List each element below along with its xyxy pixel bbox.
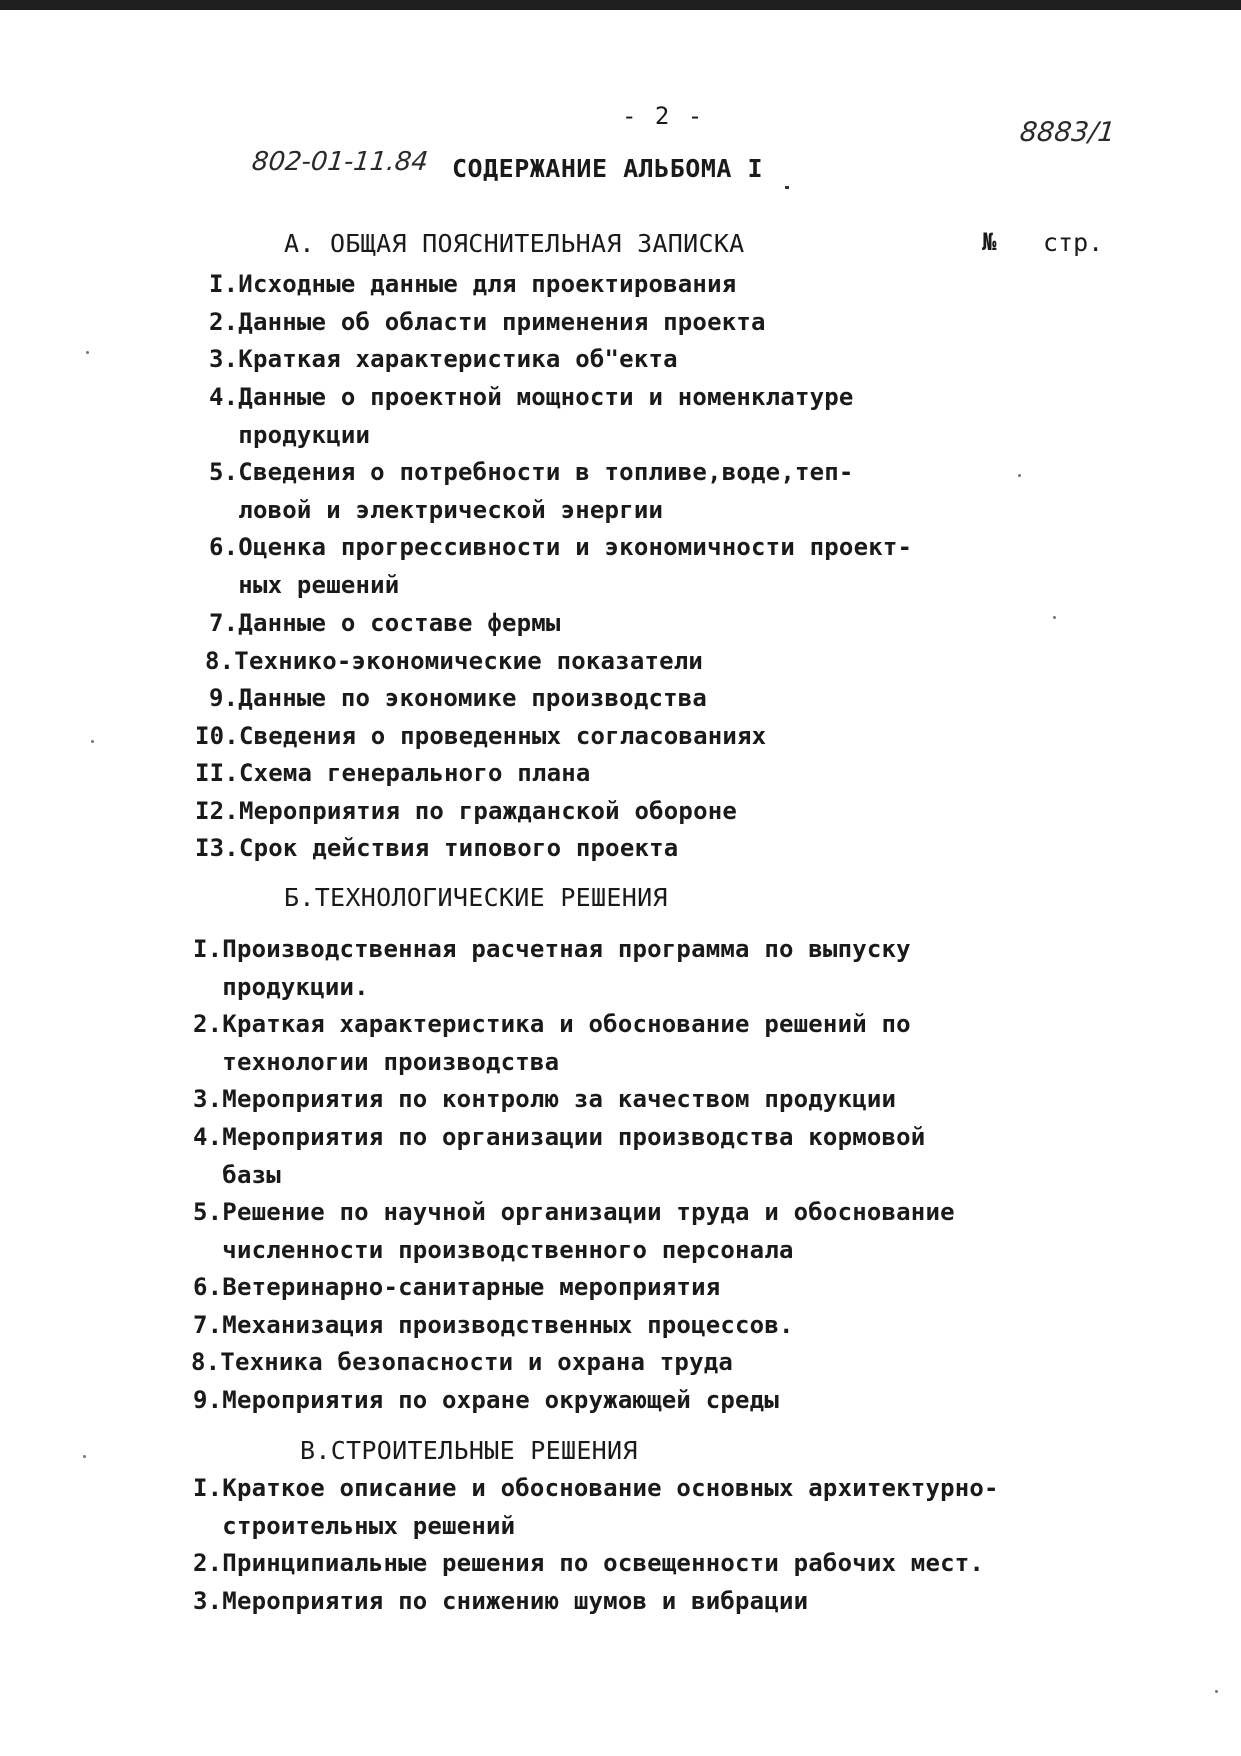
toc-item-a6: 6.Оценка прогрессивности и экономичности проект- ных решений: [209, 533, 913, 599]
toc-item-a12: I2.Мероприятия по гражданской обороне: [195, 797, 738, 825]
toc-item-v1: I.Краткое описание и обоснование основных архитектурно- строительных решений: [193, 1474, 999, 1540]
scan-speck: [86, 351, 89, 354]
toc-item-a10: I0.Сведения о проведенных согласованиях: [195, 722, 767, 750]
toc-item-a2: 2.Данные об области применения проекта: [209, 308, 766, 336]
section-title-a: А. ОБЩАЯ ПОЯСНИТЕЛЬНАЯ ЗАПИСКА: [284, 229, 745, 258]
scan-speck: [1215, 1690, 1218, 1693]
column-number-header: №: [982, 228, 997, 256]
toc-item-a13: I3.Срок действия типового проекта: [195, 834, 679, 862]
toc-item-a4: 4.Данные о проектной мощности и номенклатуре продукции: [209, 383, 854, 449]
toc-item-a3: 3.Краткая характеристика об"екта: [209, 345, 678, 373]
toc-item-b8: 8.Техника безопасности и охрана труда: [191, 1348, 734, 1376]
toc-item-v2: 2.Принципиальные решения по освещенности рабочих мест.: [193, 1549, 985, 1577]
column-page-header: стр.: [1043, 228, 1104, 257]
toc-item-b7: 7.Механизация производственных процессов.: [193, 1311, 794, 1339]
page-number: - 2 -: [622, 102, 705, 130]
toc-item-b3: 3.Мероприятия по контролю за качеством продукции: [193, 1085, 897, 1113]
toc-item-b6: 6.Ветеринарно-санитарные мероприятия: [193, 1273, 721, 1301]
scan-speck: [1053, 616, 1056, 619]
toc-item-a9: 9.Данные по экономике производства: [209, 684, 708, 712]
scan-speck: [91, 740, 94, 743]
section-title-b: Б.ТЕХНОЛОГИЧЕСКИЕ РЕШЕНИЯ: [284, 883, 668, 912]
inventory-number: 8883/1: [1018, 117, 1117, 148]
album-title: СОДЕРЖАНИЕ АЛЬБОМА I: [452, 154, 764, 183]
scan-speck: [1018, 474, 1021, 477]
toc-item-b9: 9.Мероприятия по охране окружающей среды: [193, 1386, 779, 1414]
toc-item-a1: I.Исходные данные для проектирования: [209, 270, 737, 298]
document-code: 802-01-11.84: [250, 147, 430, 177]
toc-item-b2: 2.Краткая характеристика и обоснование решений по технологии производства: [193, 1010, 911, 1076]
section-title-v: В.СТРОИТЕЛЬНЫЕ РЕШЕНИЯ: [300, 1436, 638, 1465]
top-border-line: [0, 0, 1241, 10]
scan-speck: [83, 1455, 86, 1458]
header-mark: [785, 186, 789, 189]
toc-item-a7: 7.Данные о составе фермы: [209, 609, 561, 637]
toc-item-b4: 4.Мероприятия по организации производства кормовой базы: [193, 1123, 926, 1189]
toc-item-a8: 8.Технико-экономические показатели: [205, 647, 704, 675]
toc-item-b5: 5.Решение по научной организации труда и обоснование численности производственного персонала: [193, 1198, 955, 1264]
toc-item-a5: 5.Сведения о потребности в топливе,воде,теп- ловой и электрической энергии: [209, 458, 854, 524]
toc-item-a11: II.Схема генерального плана: [195, 759, 591, 787]
toc-item-v3: 3.Мероприятия по снижению шумов и вибрации: [193, 1587, 809, 1615]
toc-item-b1: I.Производственная расчетная программа по выпуску продукции.: [193, 935, 911, 1001]
